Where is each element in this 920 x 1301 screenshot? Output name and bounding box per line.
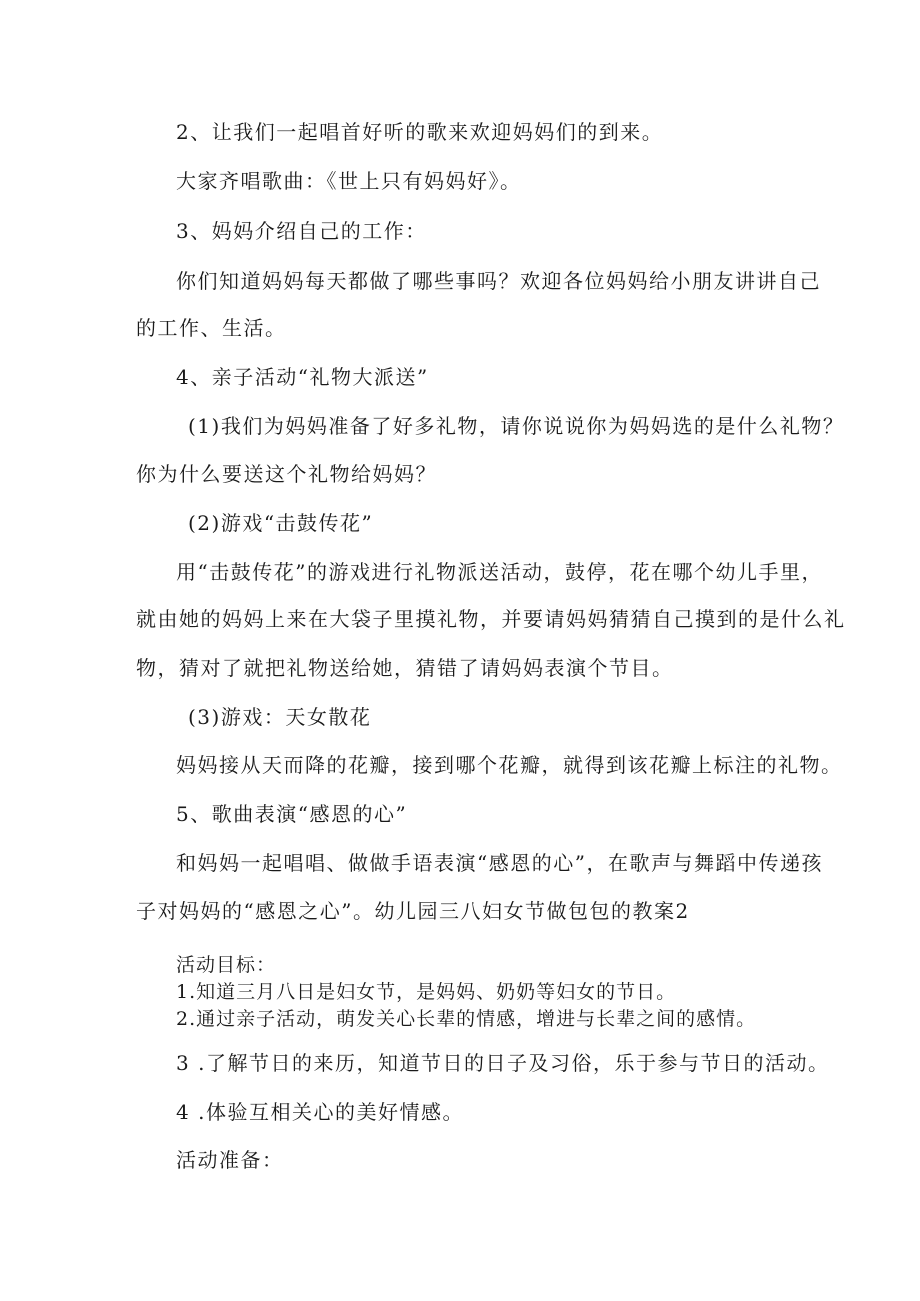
- paragraph-step-4: 4、亲子活动“礼物大派送”: [176, 365, 429, 389]
- paragraph-sub-2: (2)游戏“击鼓传花”: [188, 511, 374, 535]
- paragraph-question-line-2: 的工作、生活。: [136, 316, 287, 340]
- heading-activity-goals: 活动目标：: [176, 954, 277, 976]
- paragraph-sing-line-1: 和妈妈一起唱唱、做做手语表演“感恩的心”，在歌声与舞蹈中传递孩: [176, 851, 823, 875]
- goal-item-2: 2.通过亲子活动，萌发关心长辈的情感，增进与长辈之间的感情。: [176, 1008, 757, 1030]
- paragraph-petals: 妈妈接从天而降的花瓣，接到哪个花瓣，就得到该花瓣上标注的礼物。: [176, 753, 843, 777]
- paragraph-song: 大家齐唱歌曲：《世上只有妈妈好》。: [176, 169, 522, 193]
- goal-item-1: 1.知道三月八日是妇女节，是妈妈、奶奶等妇女的节日。: [176, 981, 677, 1003]
- paragraph-question-line-1: 你们知道妈妈每天都做了哪些事吗？欢迎各位妈妈给小朋友讲讲自己: [176, 269, 821, 293]
- paragraph-sub-3: (3)游戏：天女散花: [188, 705, 372, 729]
- paragraph-step-2: 2、让我们一起唱首好听的歌来欢迎妈妈们的到来。: [176, 120, 664, 144]
- paragraph-sing-line-2: 子对妈妈的“感恩之心”。幼儿园三八妇女节做包包的教案2: [136, 899, 690, 923]
- paragraph-game-line-1: 用“击鼓传花”的游戏进行礼物派送活动，鼓停，花在哪个幼儿手里，: [176, 560, 823, 584]
- paragraph-game-line-2: 就由她的妈妈上来在大袋子里摸礼物，并要请妈妈猜猜自己摸到的是什么礼: [136, 607, 846, 631]
- goal-item-4: 4 .体验互相关心的美好情感。: [176, 1100, 464, 1124]
- paragraph-sub-1-line-1: (1)我们为妈妈准备了好多礼物，请你说说你为妈妈选的是什么礼物？: [188, 414, 845, 438]
- paragraph-game-line-3: 物，猜对了就把礼物送给她，猜错了请妈妈表演个节目。: [136, 656, 674, 680]
- paragraph-step-3: 3、妈妈介绍自己的工作：: [176, 219, 427, 243]
- paragraph-sub-1-line-2: 你为什么要送这个礼物给妈妈？: [136, 462, 437, 486]
- goal-item-3: 3 .了解节日的来历，知道节日的日子及习俗，乐于参与节日的活动。: [176, 1051, 830, 1075]
- paragraph-step-5: 5、歌曲表演“感恩的心”: [176, 802, 408, 826]
- heading-activity-preparation: 活动准备：: [176, 1148, 284, 1172]
